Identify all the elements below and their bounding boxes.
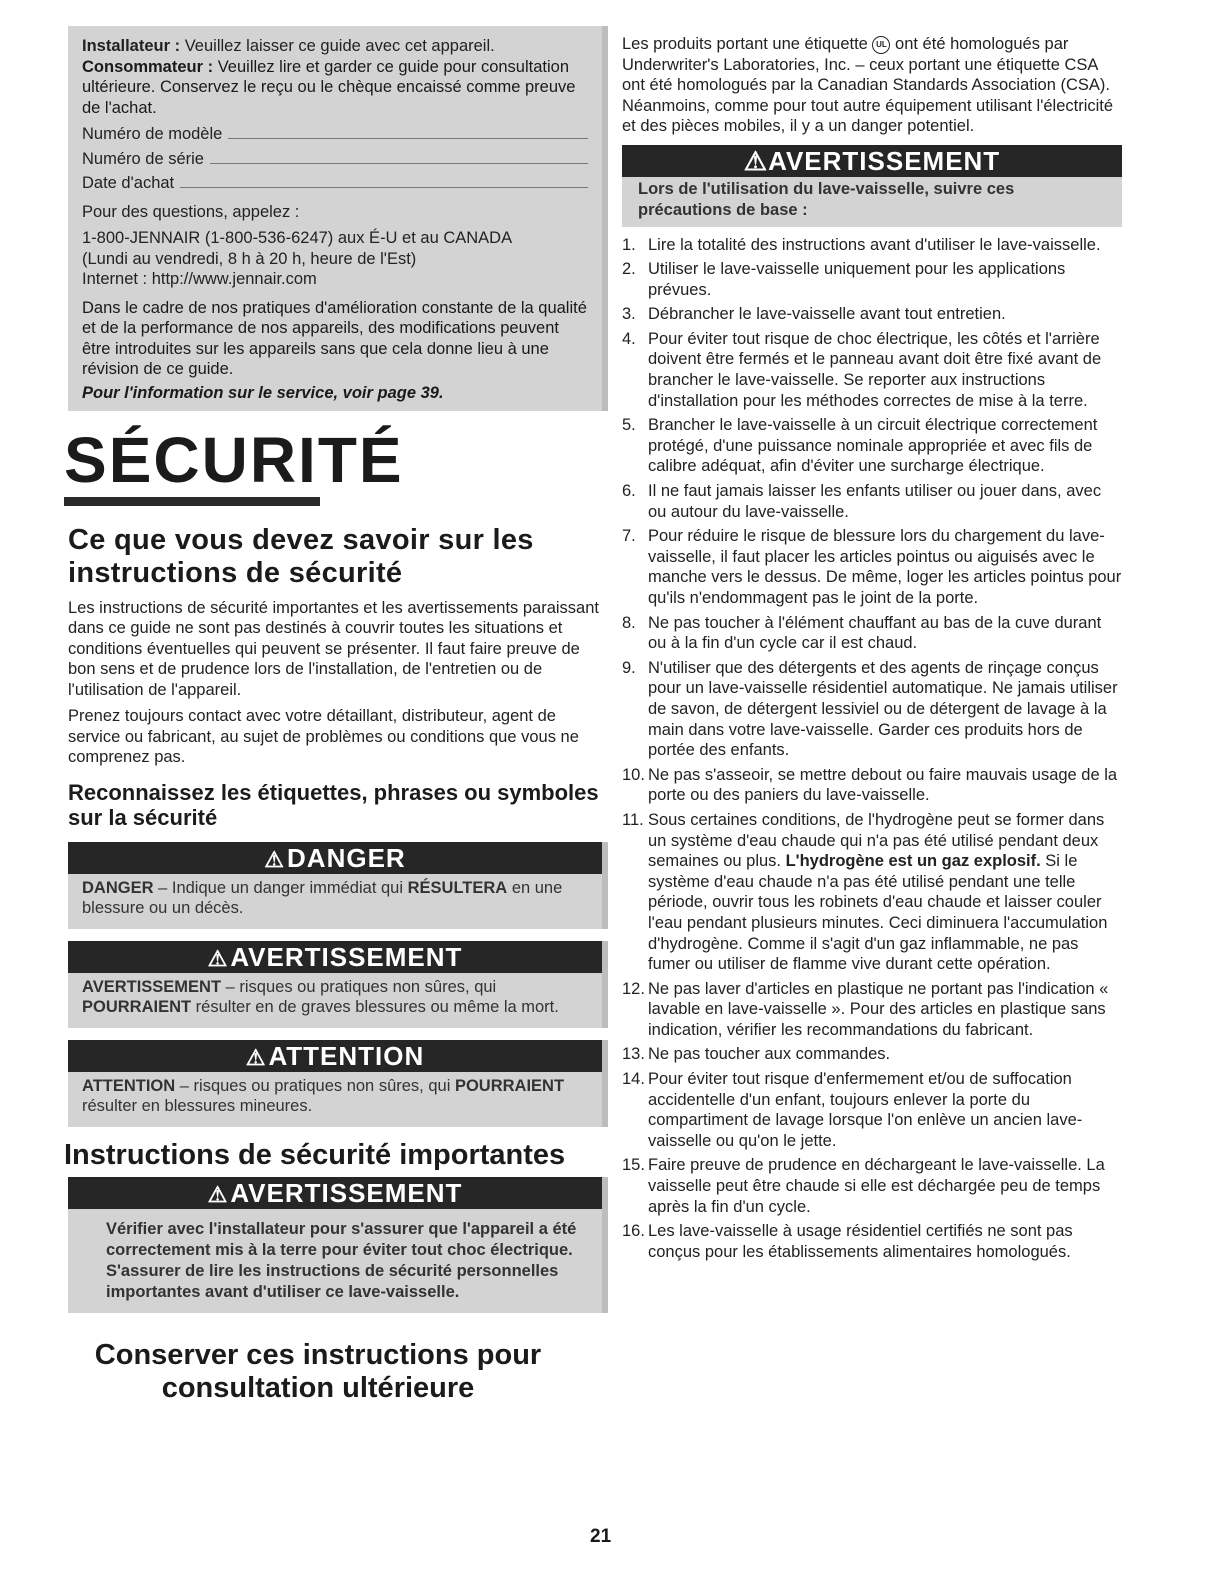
- item-text: Pour éviter tout risque de choc électrique, les côtés et l'arrière doivent être fermés et le panneau avant doit être fixé avant de brancher le lave-vaisselle. Se reporter aux instructions d'installation pour les méthodes correctes de mise à la terre.: [648, 329, 1102, 410]
- caution-bar: ⚠ATTENTION: [68, 1040, 602, 1072]
- item-number: 7.: [622, 527, 636, 546]
- item-number: 5.: [622, 416, 636, 435]
- safety-item: [622, 979, 1122, 1041]
- item-text: Les lave-vaisselle à usage résidentiel certifiés ne sont pas conçus pour les établissements alimentaires homologués.: [648, 1222, 1073, 1261]
- precautions-warning-text: Lors de l'utilisation du lave-vaisselle, suivre ces précautions de base :: [622, 177, 1122, 227]
- installer-info-box: [68, 26, 608, 411]
- improvement-note: Dans le cadre de nos pratiques d'amélioration constante de la qualité et de la performance de nos appareils, des modifications peuvent être introduites sur les appareils sans que cela donne lieu à une révision de ce guide.: [82, 298, 587, 378]
- item-text: Ne pas laver d'articles en plastique ne portant pas l'indication « lavable en lave-vaisselle ». Pour des articles en plastique sans indication, vérifier les recommandations du fabricant.: [648, 979, 1109, 1039]
- service-reference: Pour l'information sur le service, voir page 39.: [82, 383, 444, 402]
- symbols-heading: Reconnaissez les étiquettes, phrases ou symboles sur la sécurité: [68, 779, 599, 830]
- warning-box: [68, 941, 608, 1028]
- left-column: [64, 26, 608, 1405]
- serial-number-field[interactable]: Numéro de série: [82, 149, 588, 170]
- basic-precautions-warning: [622, 145, 1122, 227]
- page-number: 21: [590, 1526, 612, 1547]
- caution-text: ATTENTION – risques ou pratiques non sûres, qui POURRAIENT résulter en blessures mineures.: [68, 1072, 602, 1127]
- safety-item: [622, 1069, 1122, 1151]
- installer-line: Installateur : Veuillez laisser ce guide avec cet appareil.: [82, 37, 495, 55]
- item-number: 2.: [622, 260, 636, 279]
- keep-instructions-heading: Conserver ces instructions pour consultation ultérieure: [94, 1338, 542, 1404]
- item-number: 15.: [622, 1156, 645, 1175]
- item-number: 3.: [622, 305, 636, 324]
- item-text-emphasis: L'hydrogène est un gaz explosif.: [785, 852, 1041, 871]
- safety-item: [622, 304, 1122, 325]
- safety-item: [622, 481, 1122, 522]
- ul-listing-icon: UL: [872, 36, 890, 54]
- item-text: Il ne faut jamais laisser les enfants utiliser ou jouer dans, avec ou autour du lave-vaisselle.: [648, 482, 1102, 521]
- danger-box: [68, 842, 608, 929]
- purchase-date-field[interactable]: Date d'achat: [82, 173, 588, 194]
- item-text: Ne pas toucher à l'élément chauffant au bas de la cuve durant ou à la fin d'un cycle car il est chaud.: [648, 613, 1102, 653]
- warning-text: AVERTISSEMENT – risques ou pratiques non sûres, qui POURRAIENT résulter en de graves blessures ou même la mort.: [68, 973, 602, 1028]
- consumer-text: Consommateur : Veuillez lire et garder ce guide pour consultation ultérieure. Conservez le reçu ou le chèque encaissé comme preuve de l'achat.: [82, 57, 576, 117]
- item-text: Pour éviter tout risque d'enfermement et/ou de suffocation accidentelle d'un enfant, toujours enlever la porte du compartiment de lavage lorsque l'on enlève un ancien lave-vaisselle ou qu'on le jette.: [648, 1070, 1083, 1150]
- important-heading: Instructions de sécurité importantes: [64, 1138, 566, 1171]
- model-number-field[interactable]: Numéro de modèle: [82, 124, 588, 145]
- item-number: 8.: [622, 613, 636, 632]
- website[interactable]: Internet : http://www.jennair.com: [82, 270, 317, 288]
- hours: (Lundi au vendredi, 8 h à 20 h, heure de l'Est): [82, 249, 417, 268]
- warning-bar: ⚠AVERTISSEMENT: [68, 941, 602, 973]
- warning-triangle-icon: ⚠: [743, 145, 769, 176]
- item-number: 16.: [622, 1222, 645, 1241]
- right-column: [622, 34, 1122, 1266]
- item-number: 10.: [622, 765, 645, 784]
- safety-item: [622, 613, 1122, 654]
- section-heading: Ce que vous devez savoir sur les instructions de sécurité: [68, 523, 534, 589]
- item-number: 13.: [622, 1045, 645, 1064]
- safety-item: [622, 329, 1122, 411]
- danger-bar: ⚠DANGER: [68, 842, 602, 874]
- item-text-part: Sous certaines conditions, de l'hydrogène peut se former dans un système d'eau chaude qui n'a pas été utilisé pendant deux semaines ou plus.: [648, 810, 1105, 871]
- safety-item: [622, 235, 1122, 256]
- item-number: 11.: [622, 810, 644, 829]
- safety-item: [622, 765, 1122, 806]
- grounding-warning-text: Vérifier avec l'installateur pour s'assurer que l'appareil a été correctement mis à la terre pour éviter tout choc électrique. S'assurer de lire les instructions de sécurité personnelles importantes avant d'utiliser ce lave-vaisselle.: [68, 1209, 602, 1313]
- safety-item: [622, 259, 1122, 300]
- item-text-part: Si le système d'eau chaude n'a pas été utilisé pendant une telle période, ouvrir tous les robinets d'eau chaude et laisser couler l'eau pendant plusieurs minutes. Ceci diminuera l'accumulation d'hydrogène. Comme il s'agit d'un gaz inflammable, ne pas fumer ou utiliser de flamme vive durant cette opération.: [648, 852, 1108, 974]
- item-number: 14.: [622, 1070, 645, 1089]
- warning-triangle-icon: ⚠: [264, 846, 286, 872]
- item-text: Ne pas s'asseoir, se mettre debout ou faire mauvais usage de la porte ou des paniers du lave-vaisselle.: [648, 765, 1118, 805]
- warning-triangle-icon: ⚠: [245, 1044, 267, 1070]
- safety-item: [622, 658, 1122, 761]
- item-text: Pour réduire le risque de blessure lors du chargement du lave-vaisselle, il faut placer les articles pointus ou aiguisés avec le manche vers le dessus. De même, loger les articles pointus pour qu'ils n'endommagent pas le joint de la porte.: [648, 527, 1122, 607]
- item-text: Utiliser le lave-vaisselle uniquement pour les applications prévues.: [648, 260, 1066, 299]
- precautions-warning-bar: ⚠AVERTISSEMENT: [622, 145, 1122, 177]
- danger-text: DANGER – Indique un danger immédiat qui RÉSULTERA en une blessure ou un décès.: [68, 874, 602, 929]
- grounding-warning-box: [68, 1177, 608, 1313]
- safety-item: [622, 526, 1122, 608]
- title-underline: [64, 497, 320, 506]
- safety-item: [622, 1044, 1122, 1065]
- item-number: 1.: [622, 235, 636, 254]
- phone-number: 1-800-JENNAIR (1-800-536-6247) aux É-U et au CANADA: [82, 229, 513, 247]
- item-number: 12.: [622, 979, 645, 998]
- item-text: N'utiliser que des détergents et des agents de rinçage conçus pour un lave-vaisselle résidentiel automatique. Ne jamais utiliser de savon, de détergent lessiviel ou de détergent de lavage à la main dans votre lave-vaisselle. Garder ces produits hors de portée des enfants.: [648, 658, 1118, 760]
- safety-instructions-list: [622, 235, 1122, 1263]
- item-text: Brancher le lave-vaisselle à un circuit électrique correctement protégé, d'une puissance nominale appropriée et avec fils de calibre adéquat, afin d'éviter une surcharge électrique.: [648, 416, 1098, 476]
- intro-paragraph: Les instructions de sécurité importantes et les avertissements paraissant dans ce guide ne sont pas destinés à couvrir toutes les situations et conditions éventuelles qui peuvent se présenter. Il faut faire preuve de bon sens et de prudence lors de l'installation, de l'entretien ou de l'utilisation de l'appareil.: [68, 598, 599, 699]
- contact-paragraph: Prenez toujours contact avec votre détaillant, distributeur, agent de service ou fabricant, au sujet de problèmes ou conditions que vous ne comprenez pas.: [68, 707, 579, 766]
- item-number: 6.: [622, 482, 636, 501]
- safety-item: [622, 415, 1122, 477]
- caution-box: [68, 1040, 608, 1127]
- certification-paragraph: Les produits portant une étiquette UL ont été homologués par Underwriter's Laboratories, Inc. – ceux portant une étiquette CSA ont été homologués par la Canadian Standards Association (CSA). Néanmoins, comme pour tout autre équipement utilisant l'électricité et des pièces mobiles, il y a un danger potentiel.: [622, 35, 1114, 135]
- item-text: [648, 810, 1122, 975]
- grounding-warning-bar: ⚠AVERTISSEMENT: [68, 1177, 602, 1209]
- item-text: Lire la totalité des instructions avant d'utiliser le lave-vaisselle.: [648, 235, 1101, 254]
- page-title: SÉCURITÉ: [64, 423, 404, 496]
- item-text: Faire preuve de prudence en déchargeant le lave-vaisselle. La vaisselle peut être chaude si elle est déchargée peu de temps après la fin d'un cycle.: [648, 1156, 1105, 1216]
- questions-label: Pour des questions, appelez :: [82, 202, 300, 221]
- safety-item: [622, 1221, 1122, 1262]
- warning-triangle-icon: ⚠: [207, 945, 229, 971]
- item-text: Ne pas toucher aux commandes.: [648, 1045, 891, 1064]
- item-text: Débrancher le lave-vaisselle avant tout entretien.: [648, 305, 1006, 324]
- safety-item: [622, 1155, 1122, 1217]
- safety-item: [622, 810, 1122, 975]
- warning-triangle-icon: ⚠: [207, 1181, 229, 1207]
- item-number: 4.: [622, 329, 636, 348]
- item-number: 9.: [622, 658, 636, 677]
